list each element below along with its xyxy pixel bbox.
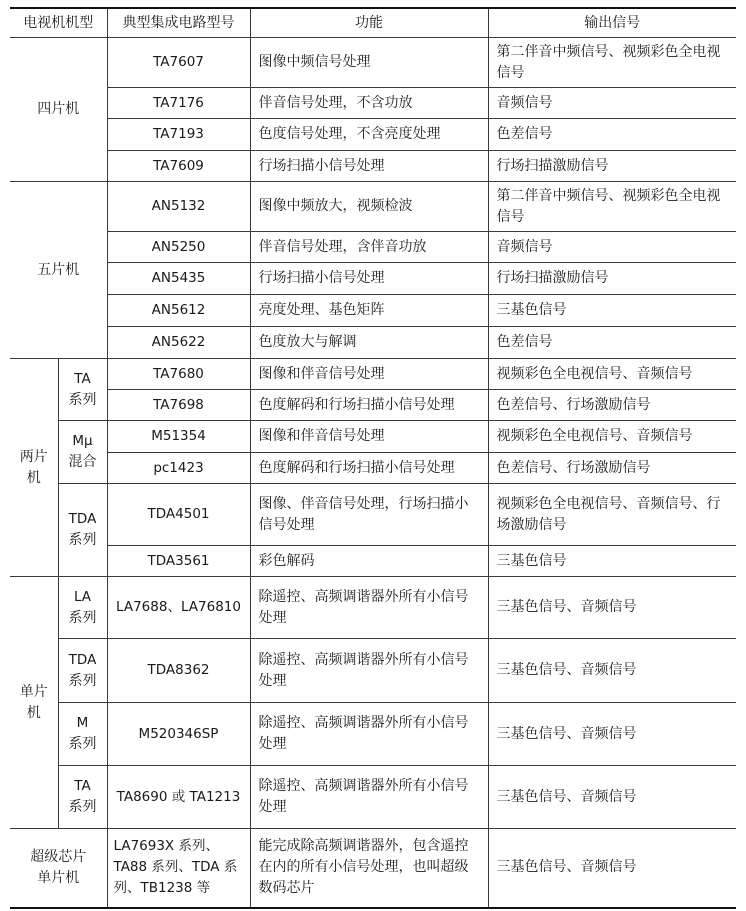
table-row [10,119,736,151]
output-cell: 色差信号、行场激励信号 [488,453,736,484]
function-cell: 图像中频放大，视频检波 [250,182,488,232]
table-row [10,766,736,829]
group-five-chip: 五片机 [10,182,107,359]
header-function: 功能 [250,8,488,38]
output-cell: 音频信号 [488,232,736,263]
table-row [10,232,736,263]
table-row [10,327,736,359]
output-cell: 三基色信号、音频信号 [488,577,736,639]
ic-cell: AN5435 [107,263,250,295]
group-label-line: 单片机 [37,869,80,886]
ic-cell: TDA3561 [107,546,250,577]
series-label-line: TDA [68,651,97,668]
function-cell: 色度放大与解调 [250,327,488,359]
ic-cell: AN5622 [107,327,250,359]
ic-cell: M51354 [107,421,250,453]
function-cell: 色度解码和行场扫描小信号处理 [250,453,488,484]
output-cell: 第二伴音中频信号、视频彩色全电视信号 [488,38,736,88]
tv-ic-table [10,7,736,909]
ic-cell: AN5250 [107,232,250,263]
series-label-line: 混合 [68,454,97,470]
function-cell: 色度解码和行场扫描小信号处理 [250,390,488,421]
function-cell: 行场扫描小信号处理 [250,151,488,182]
series-label-line: 系列 [68,736,97,752]
table-row [10,577,736,639]
output-cell: 行场扫描激励信号 [488,263,736,295]
output-cell: 三基色信号、音频信号 [488,766,736,829]
table-row [10,38,736,88]
function-cell: 除遥控、高频调谐器外所有小信号处理 [250,577,488,639]
output-cell: 视频彩色全电视信号、音频信号、行场激励信号 [488,484,736,546]
series-label-line: LA [73,588,92,605]
ic-cell: TA8690 或 TA1213 [107,766,250,829]
ic-cell: AN5612 [107,295,250,327]
ic-cell: AN5132 [107,182,250,232]
ic-cell: TA7680 [107,359,250,390]
function-cell: 除遥控、高频调谐器外所有小信号处理 [250,766,488,829]
function-cell: 能完成除高频调谐器外，包含遥控在内的所有小信号处理，也叫超级数码芯片 [250,829,488,908]
function-cell: 除遥控、高频调谐器外所有小信号处理 [250,703,488,766]
series-label-line: M [76,715,89,731]
series-label-line: 系列 [68,609,97,626]
ic-cell: TA7609 [107,151,250,182]
output-cell: 视频彩色全电视信号、音频信号 [488,421,736,453]
series-tda-single [58,639,107,703]
output-cell: 视频彩色全电视信号、音频信号 [488,359,736,390]
table-row [10,359,736,390]
table-row [10,151,736,182]
series-label-line: Mμ [72,433,93,449]
output-cell: 色差信号、行场激励信号 [488,390,736,421]
group-super-chip [10,829,107,908]
output-cell: 音频信号 [488,88,736,119]
series-label-line: 系列 [68,672,97,689]
header-output-signal: 输出信号 [488,8,736,38]
group-label-line: 两片 [19,448,48,465]
table-row [10,829,736,908]
function-cell: 伴音信号处理，不含功放 [250,88,488,119]
series-la [58,577,107,639]
ic-cell: pc1423 [107,453,250,484]
group-label-line: 超级芯片 [30,848,87,865]
output-cell: 色差信号 [488,119,736,151]
group-two-chip [10,359,58,577]
ic-cell: M520346SP [107,703,250,766]
series-label-line: 系列 [68,391,97,408]
header-tv-type: 电视机机型 [10,8,107,38]
table-row [10,182,736,232]
output-cell: 三基色信号、音频信号 [488,703,736,766]
ic-cell: TDA8362 [107,639,250,703]
ic-cell: TA7698 [107,390,250,421]
group-label-line: 机 [26,469,41,486]
series-tda [58,484,107,577]
header-row [10,8,736,38]
ic-cell: TA7193 [107,119,250,151]
table-row [10,703,736,766]
output-cell: 三基色信号 [488,295,736,327]
ic-cell: TA7607 [107,38,250,88]
function-cell: 伴音信号处理，含伴音功放 [250,232,488,263]
table-row [10,546,736,577]
series-label-line: 系列 [68,532,97,548]
series-label-line: TA [74,778,91,794]
series-mu [58,421,107,484]
group-label-line: 单片 [19,683,48,700]
output-cell: 色差信号 [488,327,736,359]
output-cell: 三基色信号 [488,546,736,577]
series-m [58,703,107,766]
function-cell: 色度信号处理，不含亮度处理 [250,119,488,151]
table-row [10,639,736,703]
ic-cell: TA7176 [107,88,250,119]
series-label-line: 系列 [68,799,97,815]
output-cell: 三基色信号、音频信号 [488,639,736,703]
group-four-chip: 四片机 [10,38,107,182]
function-cell: 行场扫描小信号处理 [250,263,488,295]
function-cell: 亮度处理、基色矩阵 [250,295,488,327]
series-ta-single [58,766,107,829]
function-cell: 图像和伴音信号处理 [250,421,488,453]
series-ta [58,359,107,421]
function-cell: 图像中频信号处理 [250,38,488,88]
output-cell: 行场扫描激励信号 [488,151,736,182]
function-cell: 除遥控、高频调谐器外所有小信号处理 [250,639,488,703]
table-row [10,263,736,295]
group-label-line: 机 [26,704,41,721]
output-cell: 第二伴音中频信号、视频彩色全电视信号 [488,182,736,232]
function-cell: 图像、伴音信号处理，行场扫描小信号处理 [250,484,488,546]
ic-cell: LA7693X 系列、TA88 系列、TDA 系列、TB1238 等 [107,829,250,908]
output-cell: 三基色信号、音频信号 [488,829,736,908]
function-cell: 彩色解码 [250,546,488,577]
table-row [10,484,736,546]
group-single-chip [10,577,58,829]
table-row [10,88,736,119]
table-row [10,295,736,327]
series-label-line: TA [74,370,91,387]
series-label-line: TDA [68,511,97,527]
table-row [10,421,736,453]
ic-cell: LA7688、LA76810 [107,577,250,639]
table-row [10,453,736,484]
ic-cell: TDA4501 [107,484,250,546]
function-cell: 图像和伴音信号处理 [250,359,488,390]
header-ic-model: 典型集成电路型号 [107,8,250,38]
table-row [10,390,736,421]
